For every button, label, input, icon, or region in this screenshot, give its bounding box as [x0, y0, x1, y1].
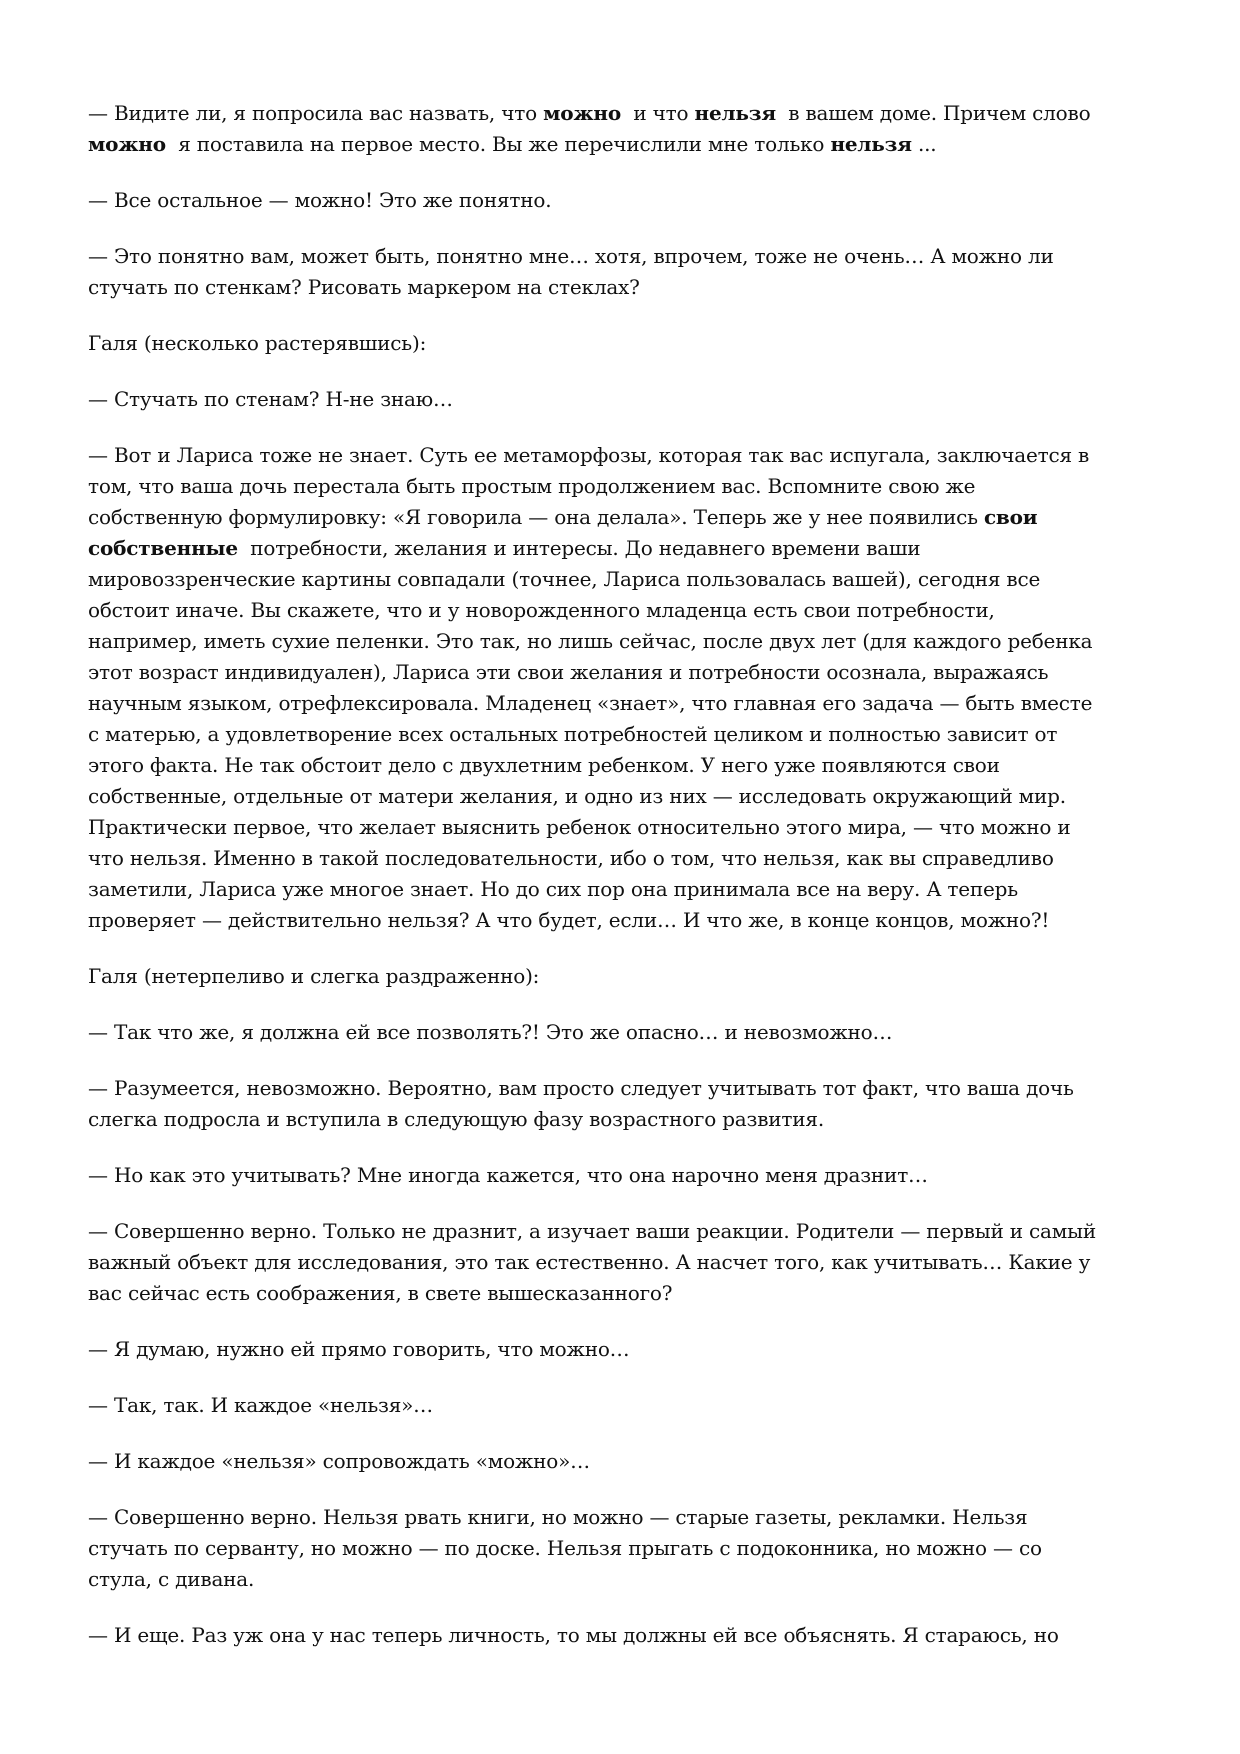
- bold-text: можно: [543, 101, 622, 125]
- paragraph: [88, 1446, 1168, 1477]
- text-line: [88, 812, 1168, 843]
- text-line: [88, 1564, 1168, 1595]
- paragraph: [88, 241, 1168, 303]
- text-line: [88, 1216, 1168, 1247]
- bold-text: собственные: [88, 536, 238, 560]
- text-line: [88, 440, 1168, 471]
- text-line: [88, 502, 1168, 533]
- text-segment: собственную формулировку: «Я говорила — она делала». Теперь же у нее появились: [88, 505, 984, 529]
- text-line: [88, 781, 1168, 812]
- paragraph: [88, 961, 1168, 992]
- text-line: [88, 241, 1168, 272]
- text-line: [88, 328, 1168, 359]
- text-line: [88, 1247, 1168, 1278]
- text-segment: с матерью, а удовлетворение всех остальных потребностей целиком и полностью зависит от: [88, 722, 1058, 746]
- text-segment: научным языком, отрефлексировала. Младенец «знает», что главная его задача — быть вместе: [88, 691, 1093, 715]
- text-segment: важный объект для исследования, это так естественно. А насчет того, как учитывать… Какие у: [88, 1250, 1091, 1274]
- text-line: [88, 1073, 1168, 1104]
- text-segment: собственные, отдельные от матери желания, и одно из них — исследовать окружающий мир.: [88, 784, 1066, 808]
- text-line: [88, 1160, 1168, 1191]
- paragraph: [88, 1073, 1168, 1135]
- paragraph: [88, 1334, 1168, 1365]
- text-segment: в вашем доме. Причем слово: [775, 101, 1091, 125]
- paragraph: [88, 384, 1168, 415]
- text-line: [88, 564, 1168, 595]
- text-segment: — Все остальное — можно! Это же понятно.: [88, 188, 552, 212]
- text-segment: вас сейчас есть соображения, в свете вышесказанного?: [88, 1281, 673, 1305]
- paragraph: [88, 1390, 1168, 1421]
- bold-text: можно: [88, 132, 166, 156]
- paragraph: [88, 1502, 1168, 1595]
- text-line: [88, 961, 1168, 992]
- text-segment: — Это понятно вам, может быть, понятно мне… хотя, впрочем, тоже не очень… А можно ли: [88, 244, 1054, 268]
- paragraph: [88, 185, 1168, 216]
- text-segment: обстоит иначе. Вы скажете, что и у новорожденного младенца есть свои потребности,: [88, 598, 995, 622]
- text-line: [88, 533, 1168, 564]
- text-line: [88, 905, 1168, 936]
- text-segment: мировоззренческие картины совпадали (точнее, Лариса пользовалась вашей), сегодня все: [88, 567, 1041, 591]
- text-segment: Галя (нетерпеливо и слегка раздраженно):: [88, 964, 540, 988]
- text-segment: — Видите ли, я попросила вас назвать, что: [88, 101, 544, 125]
- text-segment: и что: [621, 101, 695, 125]
- document-page: [88, 98, 1168, 1676]
- text-segment: — Совершенно верно. Только не дразнит, а изучает ваши реакции. Родители — первый и самый: [88, 1219, 1096, 1243]
- text-line: [88, 471, 1168, 502]
- text-line: [88, 384, 1168, 415]
- text-line: [88, 185, 1168, 216]
- text-segment: ...: [911, 132, 937, 156]
- text-line: [88, 688, 1168, 719]
- text-line: [88, 626, 1168, 657]
- bold-text: свои: [983, 505, 1038, 529]
- text-line: [88, 1620, 1168, 1651]
- text-line: [88, 1334, 1168, 1365]
- text-line: [88, 1533, 1168, 1564]
- text-segment: — Совершенно верно. Нельзя рвать книги, но можно — старые газеты, рекламки. Нельзя: [88, 1505, 1028, 1529]
- paragraph: [88, 1160, 1168, 1191]
- text-segment: — Стучать по стенам? Н-не знаю…: [88, 387, 453, 411]
- text-line: [88, 657, 1168, 688]
- text-segment: — Так, так. И каждое «нельзя»…: [88, 1393, 433, 1417]
- text-line: [88, 98, 1168, 129]
- text-segment: — Вот и Лариса тоже не знает. Суть ее метаморфозы, которая так вас испугала, заключается в: [88, 443, 1090, 467]
- text-line: [88, 750, 1168, 781]
- text-line: [88, 1502, 1168, 1533]
- text-segment: проверяет — действительно нельзя? А что будет, если… И что же, в конце концов, можно?!: [88, 908, 1050, 932]
- text-line: [88, 1446, 1168, 1477]
- text-segment: — Я думаю, нужно ей прямо говорить, что можно…: [88, 1337, 630, 1361]
- text-segment: том, что ваша дочь перестала быть простым продолжением вас. Вспомните свою же: [88, 474, 976, 498]
- text-segment: потребности, желания и интересы. До недавнего времени ваши: [237, 536, 921, 560]
- text-segment: слегка подросла и вступила в следующую фазу возрастного развития.: [88, 1107, 824, 1131]
- paragraph: [88, 328, 1168, 359]
- text-segment: я поставила на первое место. Вы же перечислили мне только: [165, 132, 831, 156]
- text-segment: этого факта. Не так обстоит дело с двухлетним ребенком. У него уже появляются свои: [88, 753, 1000, 777]
- text-segment: — И каждое «нельзя» сопровождать «можно»…: [88, 1449, 590, 1473]
- text-segment: заметили, Лариса уже многое знает. Но до сих пор она принимала все на веру. А теперь: [88, 877, 1018, 901]
- bold-text: нельзя: [694, 101, 776, 125]
- text-line: [88, 719, 1168, 750]
- paragraph: [88, 98, 1168, 160]
- paragraph: [88, 1017, 1168, 1048]
- text-line: [88, 272, 1168, 303]
- text-line: [88, 1390, 1168, 1421]
- paragraph: [88, 1620, 1168, 1651]
- text-line: [88, 129, 1168, 160]
- paragraph: [88, 440, 1168, 936]
- paragraph: [88, 1216, 1168, 1309]
- text-line: [88, 1278, 1168, 1309]
- text-segment: — Разумеется, невозможно. Вероятно, вам просто следует учитывать тот факт, что ваша дочь: [88, 1076, 1074, 1100]
- text-line: [88, 1104, 1168, 1135]
- text-segment: например, иметь сухие пеленки. Это так, но лишь сейчас, после двух лет (для каждого ребенка: [88, 629, 1093, 653]
- text-segment: — Так что же, я должна ей все позволять?! Это же опасно… и невозможно…: [88, 1020, 893, 1044]
- text-segment: стучать по серванту, но можно — по доске. Нельзя прыгать с подоконника, но можно — со: [88, 1536, 1042, 1560]
- text-segment: Галя (несколько растерявшись):: [88, 331, 427, 355]
- bold-text: нельзя: [830, 132, 912, 156]
- text-segment: что нельзя. Именно в такой последовательности, ибо о том, что нельзя, как вы справедливо: [88, 846, 1054, 870]
- text-segment: — Но как это учитывать? Мне иногда кажется, что она нарочно меня дразнит…: [88, 1163, 928, 1187]
- text-line: [88, 874, 1168, 905]
- text-line: [88, 843, 1168, 874]
- text-line: [88, 1017, 1168, 1048]
- text-segment: Практически первое, что желает выяснить ребенок относительно этого мира, — что можно и: [88, 815, 1071, 839]
- text-segment: этот возраст индивидуален), Лариса эти свои желания и потребности осознала, выражаясь: [88, 660, 1049, 684]
- text-segment: стучать по стенкам? Рисовать маркером на стеклах?: [88, 275, 640, 299]
- text-line: [88, 595, 1168, 626]
- text-segment: стула, с дивана.: [88, 1567, 255, 1591]
- text-segment: — И еще. Раз уж она у нас теперь личность, то мы должны ей все объяснять. Я стараюсь, но: [88, 1623, 1059, 1647]
